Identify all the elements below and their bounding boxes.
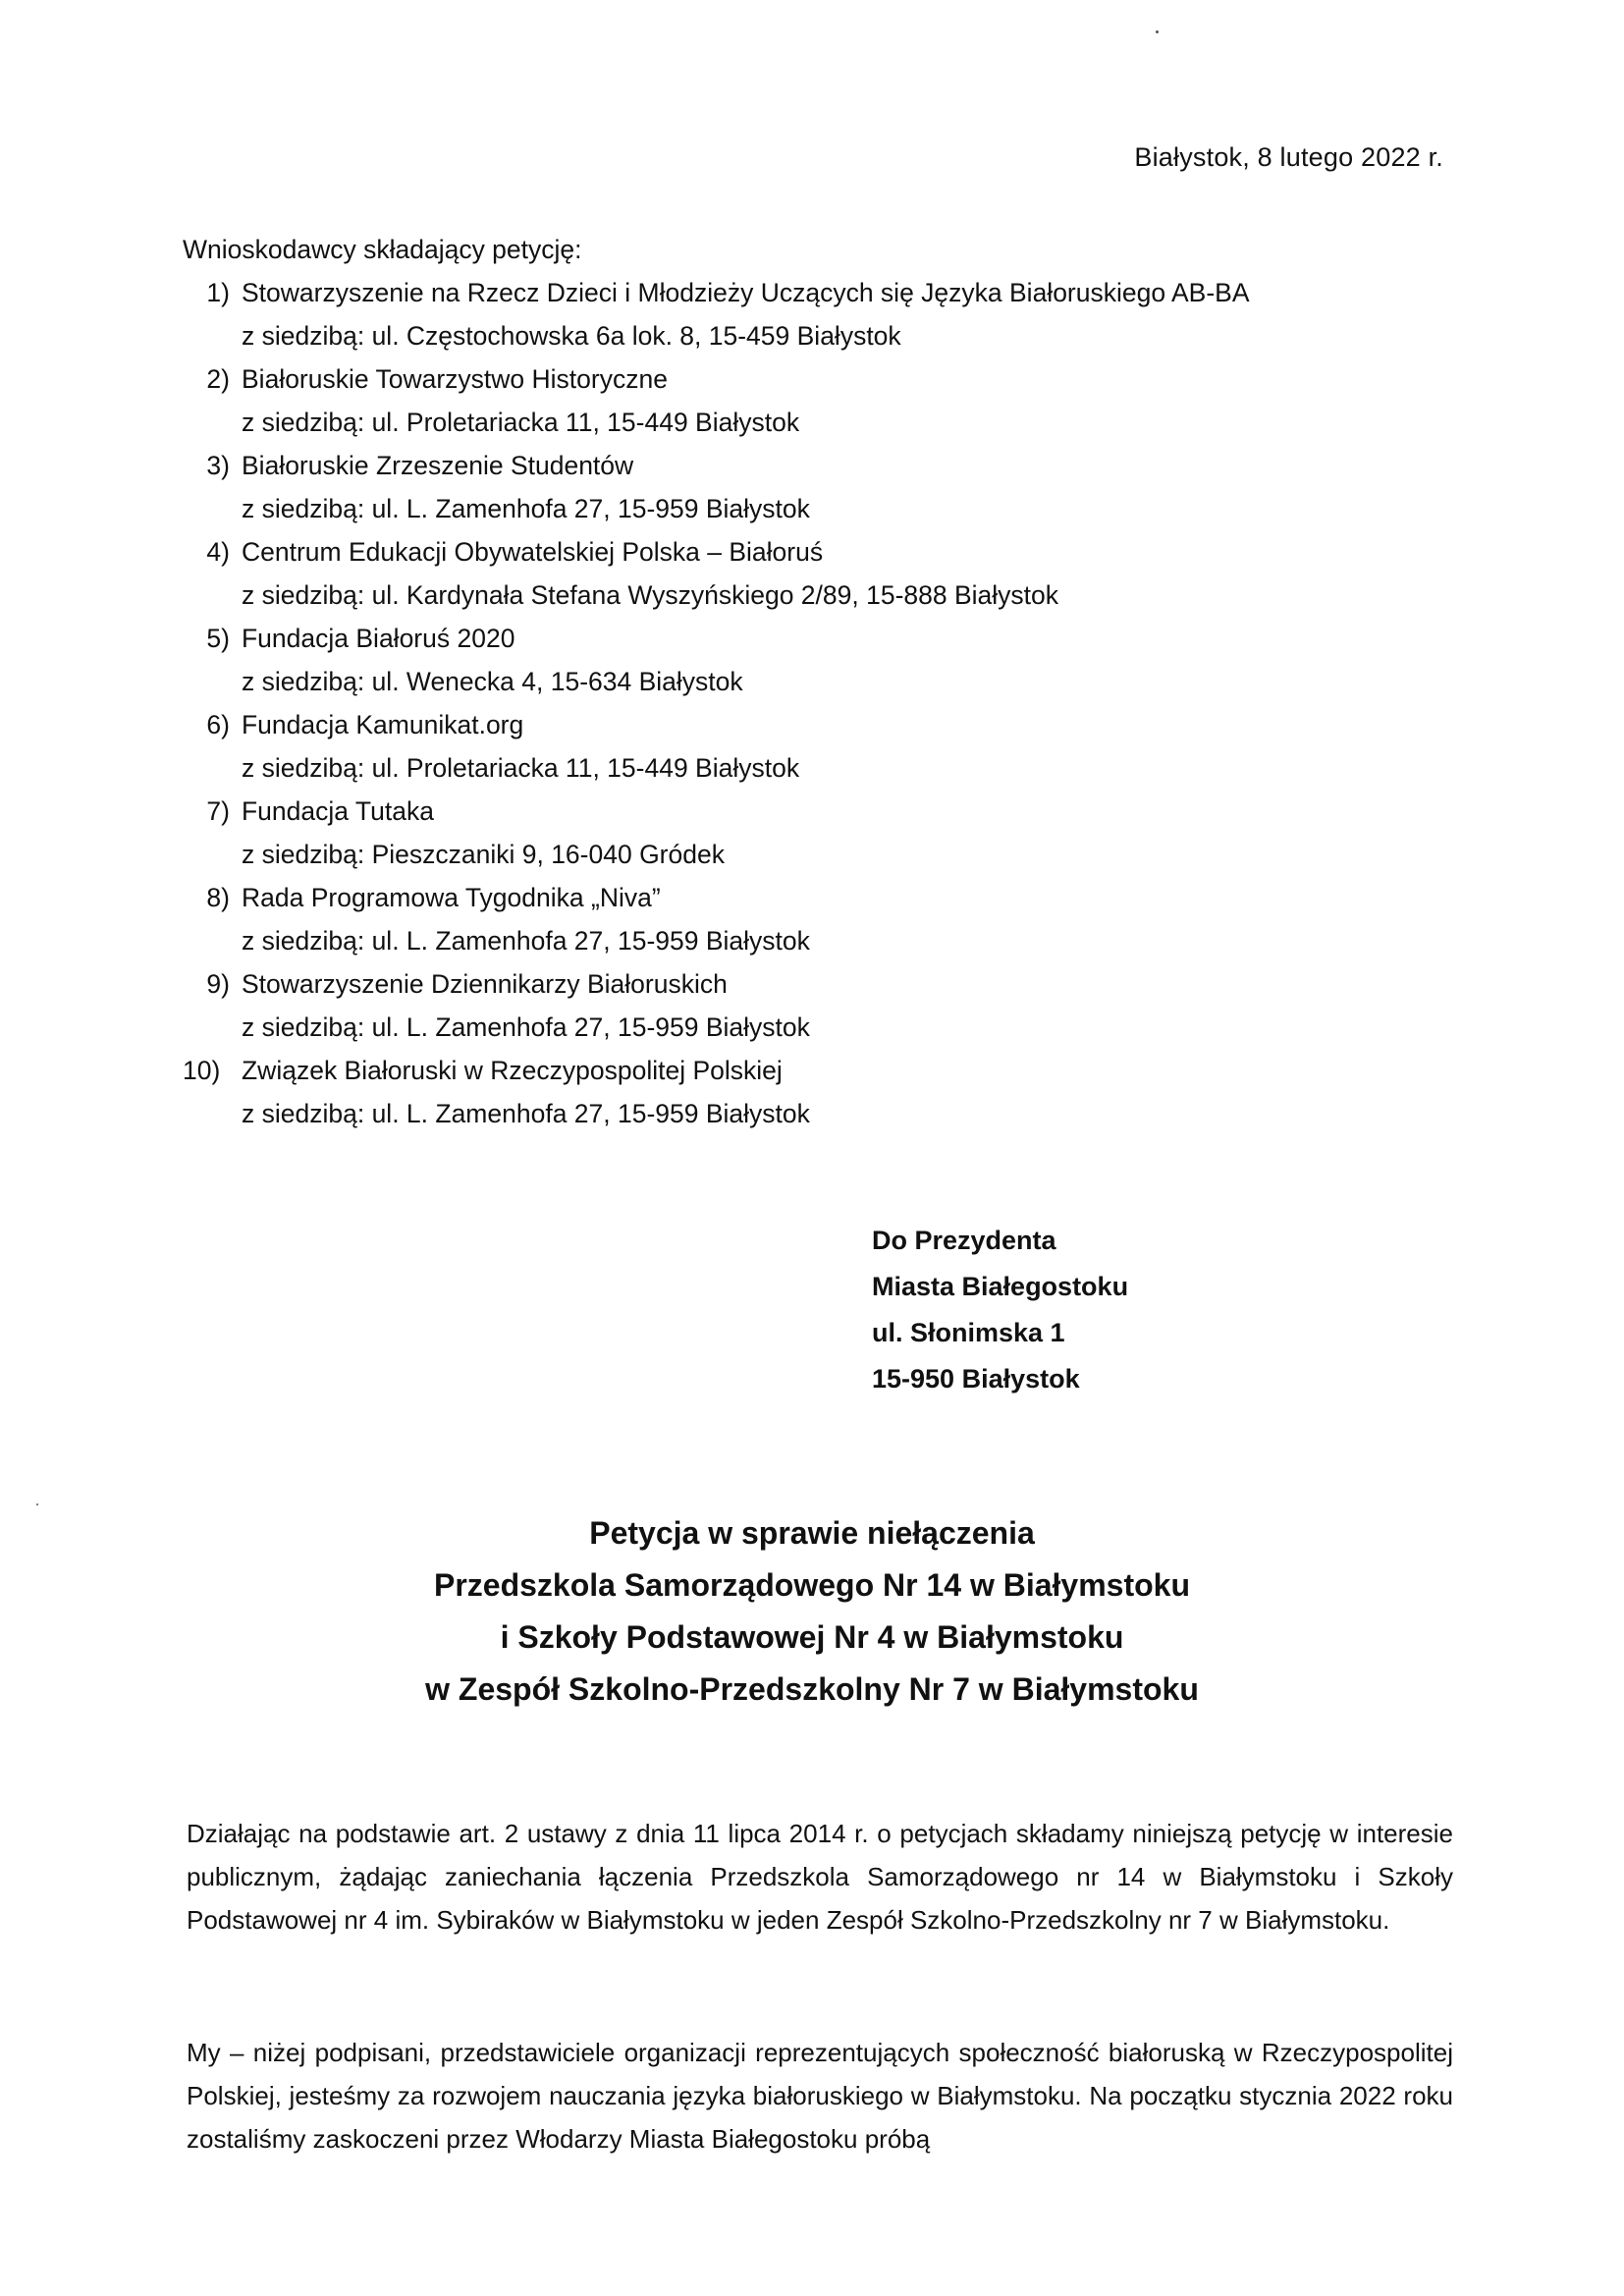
applicant-address: z siedzibą: ul. L. Zamenhofa 27, 15-959 Białystok — [242, 1012, 810, 1042]
recipient-line: 15-950 Białystok — [872, 1364, 1080, 1394]
applicant-item — [183, 962, 1312, 1049]
applicant-number: 8) — [206, 883, 230, 912]
recipient-line: ul. Słonimska 1 — [872, 1318, 1065, 1347]
applicant-name: Fundacja Białoruś 2020 — [242, 624, 515, 653]
applicant-address: z siedzibą: ul. Proletariacka 11, 15-449 Białystok — [242, 753, 800, 783]
title-line: Przedszkola Samorządowego Nr 14 w Białymstoku — [433, 1567, 1190, 1603]
body-paragraph: My – niżej podpisani, przedstawiciele organizacji reprezentujących społeczność białoruską w Rzeczypospolitej Polskiej, jesteśmy za rozwojem nauczania języka białoruskiego w Białymstoku. Na początku stycznia 2022 roku zostaliśmy zaskoczeni przez Włodarzy Miasta Białegostoku próbą — [187, 2038, 1453, 2154]
applicants-section — [183, 228, 1312, 1135]
title-line: Petycja w sprawie niełączenia — [589, 1515, 1035, 1551]
date-line: Białystok, 8 lutego 2022 r. — [1134, 142, 1443, 172]
applicant-item — [183, 530, 1312, 617]
applicant-address: z siedzibą: ul. Częstochowska 6a lok. 8, 15-459 Białystok — [242, 321, 901, 351]
applicant-name: Białoruskie Zrzeszenie Studentów — [242, 451, 634, 480]
applicant-name: Stowarzyszenie na Rzecz Dzieci i Młodzieży Uczących się Języka Białoruskiego AB-BA — [242, 278, 1250, 307]
applicant-number: 1) — [206, 278, 230, 307]
applicant-name: Związek Białoruski w Rzeczypospolitej Polskiej — [242, 1056, 783, 1085]
body-paragraph: Działając na podstawie art. 2 ustawy z dnia 11 lipca 2014 r. o petycjach składamy niniejszą petycję w interesie publicznym, żądając zaniechania łączenia Przedszkola Samorządowego nr 14 w Białymstoku i Szkoły Podstawowej nr 4 im. Sybiraków w Białymstoku w jeden Zespół Szkolno-Przedszkolny nr 7 w Białymstoku. — [187, 1819, 1453, 1935]
applicant-number: 6) — [206, 710, 230, 739]
applicant-item — [183, 444, 1312, 530]
applicant-address: z siedzibą: ul. Kardynała Stefana Wyszyńskiego 2/89, 15-888 Białystok — [242, 580, 1059, 610]
petition-title — [0, 1507, 1624, 1716]
applicant-item — [183, 876, 1312, 962]
applicant-address: z siedzibą: ul. L. Zamenhofa 27, 15-959 Białystok — [242, 926, 810, 956]
applicant-number: 9) — [206, 969, 230, 999]
title-line: i Szkoły Podstawowej Nr 4 w Białymstoku — [500, 1619, 1124, 1655]
applicant-number: 5) — [206, 624, 230, 653]
applicant-name: Centrum Edukacji Obywatelskiej Polska – Białoruś — [242, 537, 824, 567]
applicant-name: Fundacja Kamunikat.org — [242, 710, 524, 739]
applicant-item — [183, 617, 1312, 703]
applicant-item — [183, 357, 1312, 444]
applicant-item — [183, 703, 1312, 790]
applicant-address: z siedzibą: Pieszczaniki 9, 16-040 Gródek — [242, 840, 725, 869]
applicant-number: 2) — [206, 364, 230, 394]
applicants-heading: Wnioskodawcy składający petycję: — [183, 235, 582, 264]
applicant-name: Fundacja Tutaka — [242, 796, 434, 826]
applicant-address: z siedzibą: ul. L. Zamenhofa 27, 15-959 Białystok — [242, 494, 810, 523]
recipient-line: Do Prezydenta — [872, 1226, 1056, 1255]
title-line: w Zespół Szkolno-Przedszkolny Nr 7 w Białymstoku — [425, 1671, 1199, 1707]
applicant-number: 7) — [206, 796, 230, 826]
applicant-item — [183, 1049, 1312, 1135]
applicant-number: 10) — [183, 1056, 221, 1085]
scan-speck — [1156, 30, 1159, 33]
applicant-item — [183, 790, 1312, 876]
scan-speck — [36, 1503, 38, 1505]
applicant-number: 4) — [206, 537, 230, 567]
applicant-name: Rada Programowa Tygodnika „Niva” — [242, 883, 661, 912]
applicant-address: z siedzibą: ul. Proletariacka 11, 15-449 Białystok — [242, 408, 800, 437]
applicant-address: z siedzibą: ul. L. Zamenhofa 27, 15-959 Białystok — [242, 1099, 810, 1128]
applicant-number: 3) — [206, 451, 230, 480]
recipient-line: Miasta Białegostoku — [872, 1272, 1129, 1301]
applicant-address: z siedzibą: ul. Wenecka 4, 15-634 Białystok — [242, 667, 743, 696]
recipient-address-block — [872, 1218, 1128, 1402]
applicants-list — [183, 271, 1312, 1135]
applicant-name: Białoruskie Towarzystwo Historyczne — [242, 364, 668, 394]
applicant-name: Stowarzyszenie Dziennikarzy Białoruskich — [242, 969, 728, 999]
applicant-item — [183, 271, 1312, 357]
